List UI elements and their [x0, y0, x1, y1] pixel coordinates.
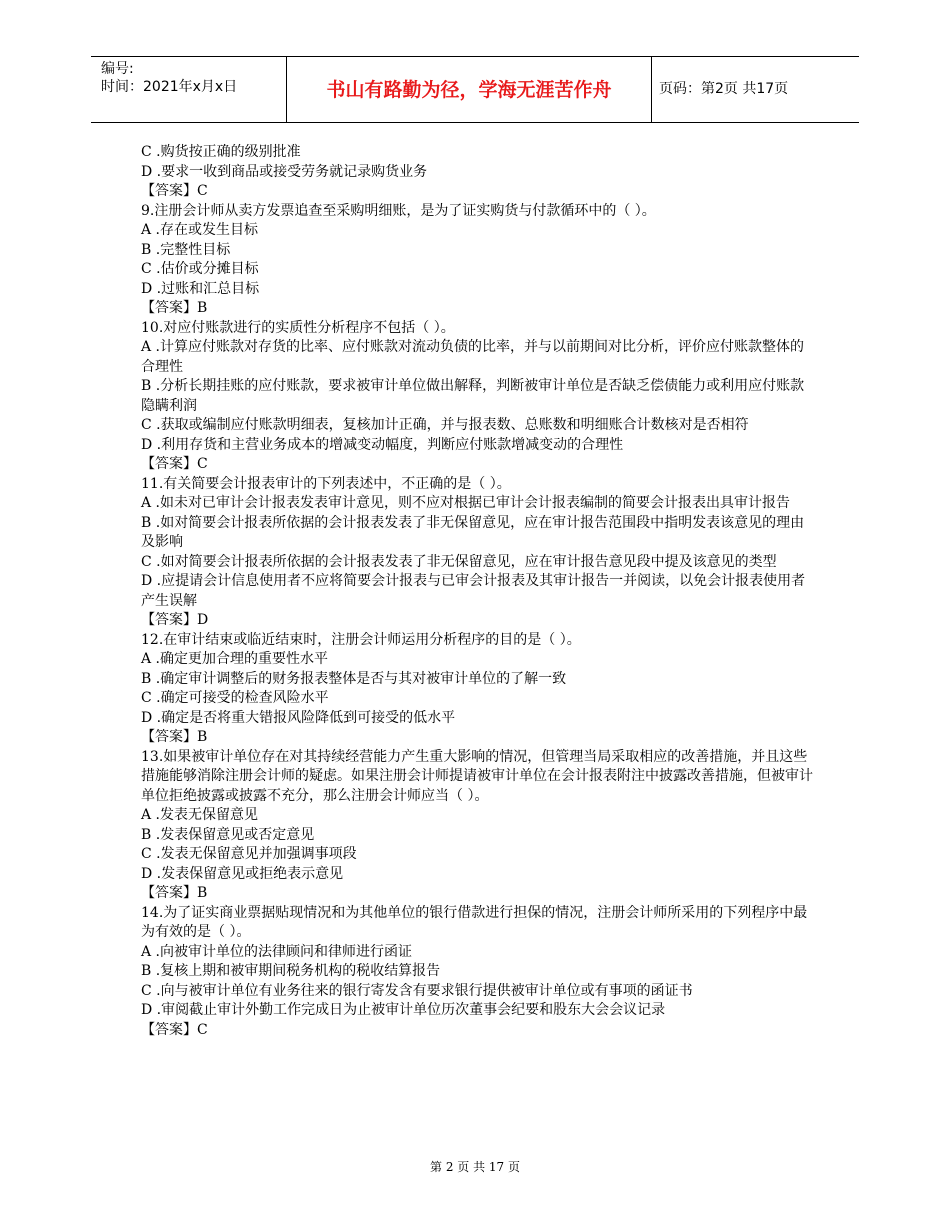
text-line: D .要求一收到商品或接受劳务就记录购货业务: [141, 163, 428, 180]
text-line: B .如对简要会计报表所依据的会计报表发表了非无保留意见，应在审计报告范围段中指明发表该意见的理由及影响: [141, 514, 805, 550]
text-line: 10.对应付账款进行的实质性分析程序不包括（ ）。: [141, 319, 455, 336]
text-line: 【答案】B: [141, 729, 208, 745]
text-line: C .发表无保留意见并加强调事项段: [141, 846, 357, 862]
text-line: D .应提请会计信息使用者不应将简要会计报表与已审会计报表及其审计报告一并阅读，以免会计报表使用者产生误解: [141, 573, 806, 609]
text-line: D .审阅截止审计外勤工作完成日为止被审计单位历次董事会纪要和股东大会会议记录: [141, 1002, 666, 1018]
header-top-rule: [91, 56, 859, 57]
text-line: 【答案】C: [141, 183, 208, 199]
text-line: 【答案】D: [141, 612, 209, 628]
text-line: A .如未对已审计会计报表发表审计意见，则不应对根据已审计会计报表编制的简要会计报表出具审计报告: [141, 495, 791, 511]
text-line: C .获取或编制应付账款明细表，复核加计正确，并与报表数、总账数和明细账合计数核对是否相符: [141, 417, 749, 433]
header-info: [101, 60, 237, 96]
text-line: C .估价或分摊目标: [141, 261, 259, 277]
document-body: [141, 143, 813, 1040]
text-line: C .确定可接受的检查风险水平: [141, 690, 329, 706]
text-line: 【答案】C: [141, 456, 208, 472]
text-line: 14.为了证实商业票据贴现情况和为其他单位的银行借款进行担保的情况，注册会计师所采用的下列程序中最为有效的是（ ）。: [141, 904, 808, 940]
text-line: D .发表保留意见或拒绝表示意见: [141, 865, 344, 882]
text-line: A .发表无保留意见: [141, 807, 259, 823]
text-line: 【答案】B: [141, 300, 208, 316]
text-line: B .完整性目标: [141, 241, 231, 258]
text-line: A .向被审计单位的法律顾问和律师进行函证: [141, 943, 413, 960]
text-line: D .利用存货和主营业务成本的增减变动幅度，判断应付账款增减变动的合理性: [141, 436, 624, 453]
header-motto: 书山有路勤为径，学海无涯苦作舟: [326, 79, 612, 101]
text-line: D .过账和汇总目标: [141, 280, 260, 297]
text-line: B .发表保留意见或否定意见: [141, 826, 315, 843]
text-line: B .分析长期挂账的应付账款，要求被审计单位做出解释，判断被审计单位是否缺乏偿债能力或利用应付账款隐瞒利润: [141, 378, 805, 414]
text-line: B .确定审计调整后的财务报表整体是否与其对被审计单位的了解一致: [141, 670, 567, 687]
text-line: 12.在审计结束或临近结束时，注册会计师运用分析程序的目的是（ ）。: [141, 631, 581, 648]
text-line: C .如对简要会计报表所依据的会计报表发表了非无保留意见，应在审计报告意见段中提及该意见的类型: [141, 553, 777, 570]
text-line: D .确定是否将重大错报风险降低到可接受的低水平: [141, 709, 456, 726]
header-page-number: 页码：第2页 共17页: [659, 81, 789, 97]
text-line: B .复核上期和被审期间税务机构的税收结算报告: [141, 963, 441, 979]
text-line: C .向与被审计单位有业务往来的银行寄发含有要求银行提供被审计单位或有事项的函证书: [141, 982, 693, 999]
text-line: A .确定更加合理的重要性水平: [141, 651, 329, 667]
text-line: C .购货按正确的级别批准: [141, 144, 301, 160]
header-divider: [651, 57, 652, 122]
header-bottom-rule: [91, 122, 859, 123]
text-line: A .计算应付账款对存货的比率、应付账款对流动负债的比率，并与以前期间对比分析，评价应付账款整体的合理性: [141, 339, 805, 375]
text-line: 13.如果被审计单位存在对其持续经营能力产生重大影响的情况，但管理当局采取相应的改善措施，并且这些措施能够消除注册会计师的疑虑。如果注册会计师提请被审计单位在会计报表附注中披露改善措施，但被审计单位拒绝披露或披露不充分，那么注册会计师应当（ ）。: [141, 748, 813, 804]
text-line: 【答案】B: [141, 885, 208, 901]
text-line: 11.有关简要会计报表审计的下列表述中，不正确的是（ ）。: [141, 475, 511, 492]
text-line: A .存在或发生目标: [141, 222, 259, 238]
page-footer: 第 2 页 共 17 页: [430, 1160, 520, 1174]
text-line: 【答案】C: [141, 1021, 208, 1038]
text-line: 9.注册会计师从卖方发票追查至采购明细账，是为了证实购货与付款循环中的（ ）。: [141, 202, 656, 219]
date-label: 时间：2021年x月x日: [101, 79, 238, 95]
serial-label: 编号:: [101, 61, 134, 77]
